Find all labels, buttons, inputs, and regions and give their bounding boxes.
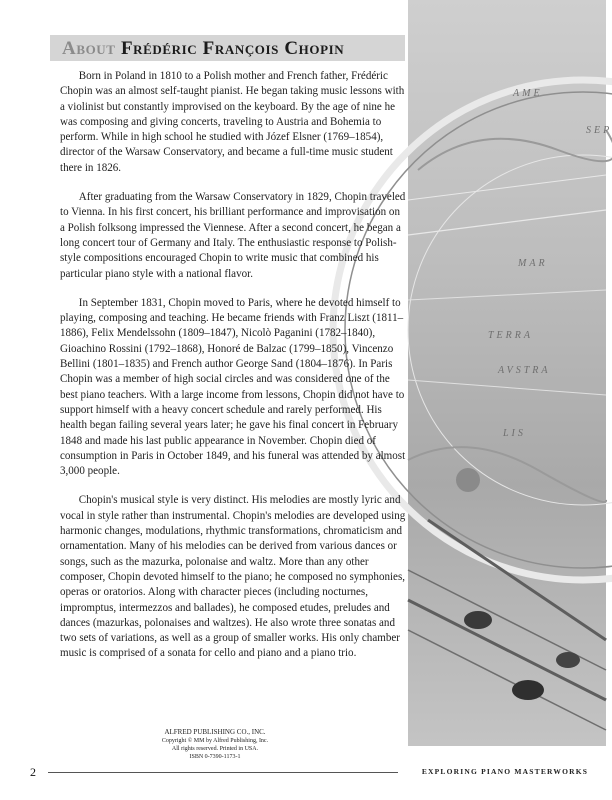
title-bar	[50, 35, 405, 61]
map-label: AME	[513, 88, 543, 99]
title-name: Frédéric François Chopin	[120, 38, 345, 59]
decorative-map-image	[408, 0, 612, 746]
map-label: SEP	[586, 125, 612, 136]
map-label: LIS	[503, 428, 526, 439]
publisher-name: ALFRED PUBLISHING CO., INC.	[164, 728, 266, 736]
paragraph-paris: In September 1831, Chopin moved to Paris, where he devoted himself to playing, composing and teaching. He became friends with Franz Liszt (1811–1886), Felix Mendelssohn (1809–1847), Nicolò Paganini (1782–1840), Gioachino Rossini (1792–1868), Honoré de Balzac (1799–1850), Vincenzo Bellini (1801–1835) and French author George Sand (1804–1876). In Paris Chopin was a member of high social circles and was considered one of the best piano teachers. With a large income from lessons, Chopin did not have to support himself with a heavy concert schedule and rarely performed. His health began failing several years later; he gave his final concert in February 1848 and made his last public appearance in November. Chopin died of consumption in Paris in October 1849, and his funeral was attended by almost 3,000 people.	[60, 296, 406, 478]
title-prefix: About	[62, 38, 116, 59]
rights-line: All rights reserved. Printed in USA.	[171, 746, 259, 752]
map-label: TERRA	[488, 330, 533, 341]
publisher-info	[140, 728, 290, 761]
book-title: EXPLORING PIANO MASTERWORKS	[421, 767, 589, 776]
map-label: AVSTRA	[498, 365, 551, 376]
isbn-line: ISBN 0-7390-1173-1	[189, 754, 241, 760]
paragraph-style: Chopin's musical style is very distinct. His melodies are mostly lyric and vocal in style rather than instrumental. Chopin's melodies are developed using harmonic changes, modulations, rhythmic transformations, chromaticism and ornamentation. Many of his melodies can be derived from various dances or songs, such as the mazurka, polonaise and waltz. More than any other composer, Chopin devoted himself to the piano; he composed no symphonies, operas or oratorios. Along with character pieces (including nocturnes, impromptus, intermezzos and ballades), he composed etudes, preludes and dances (mazurkas, polonaises and waltzes). He also wrote three sonatas and two sets of variations, as well as a group of smaller works. His only chamber music is comprised of a sonata for cello and piano and a piano trio.	[60, 494, 406, 660]
paragraph-vienna: After graduating from the Warsaw Conservatory in 1829, Chopin traveled to Vienna. In his first concert, his brilliant performance and improvisation on a Polish folksong impressed the Viennese. After a second concert, he began a long concert tour of Germany and Italy. The enthusiastic response to Polish-style compositions encouraged Chopin to write music that combined his particular piano style with a national flavor.	[60, 191, 406, 280]
copyright-line: Copyright © MM by Alfred Publishing, Inc.	[161, 738, 269, 744]
footer-divider	[48, 772, 398, 773]
article-body	[60, 69, 406, 676]
page-title	[62, 38, 344, 60]
map-label: MAR	[518, 258, 548, 269]
page-number: 2	[30, 765, 36, 779]
paragraph-birth: Born in Poland in 1810 to a Polish mother and French father, Frédéric Chopin was an almost self-taught pianist. He began taking music lessons with a violinist but constantly improvised on the keyboard. By the age of nine he was composing and giving concerts, traveling to Austria and Bohemia to perform. While in high school he studied with Józef Elsner (1769–1854), director of the Warsaw Conservatory, and became a full-time music student there in 1826.	[60, 70, 405, 174]
